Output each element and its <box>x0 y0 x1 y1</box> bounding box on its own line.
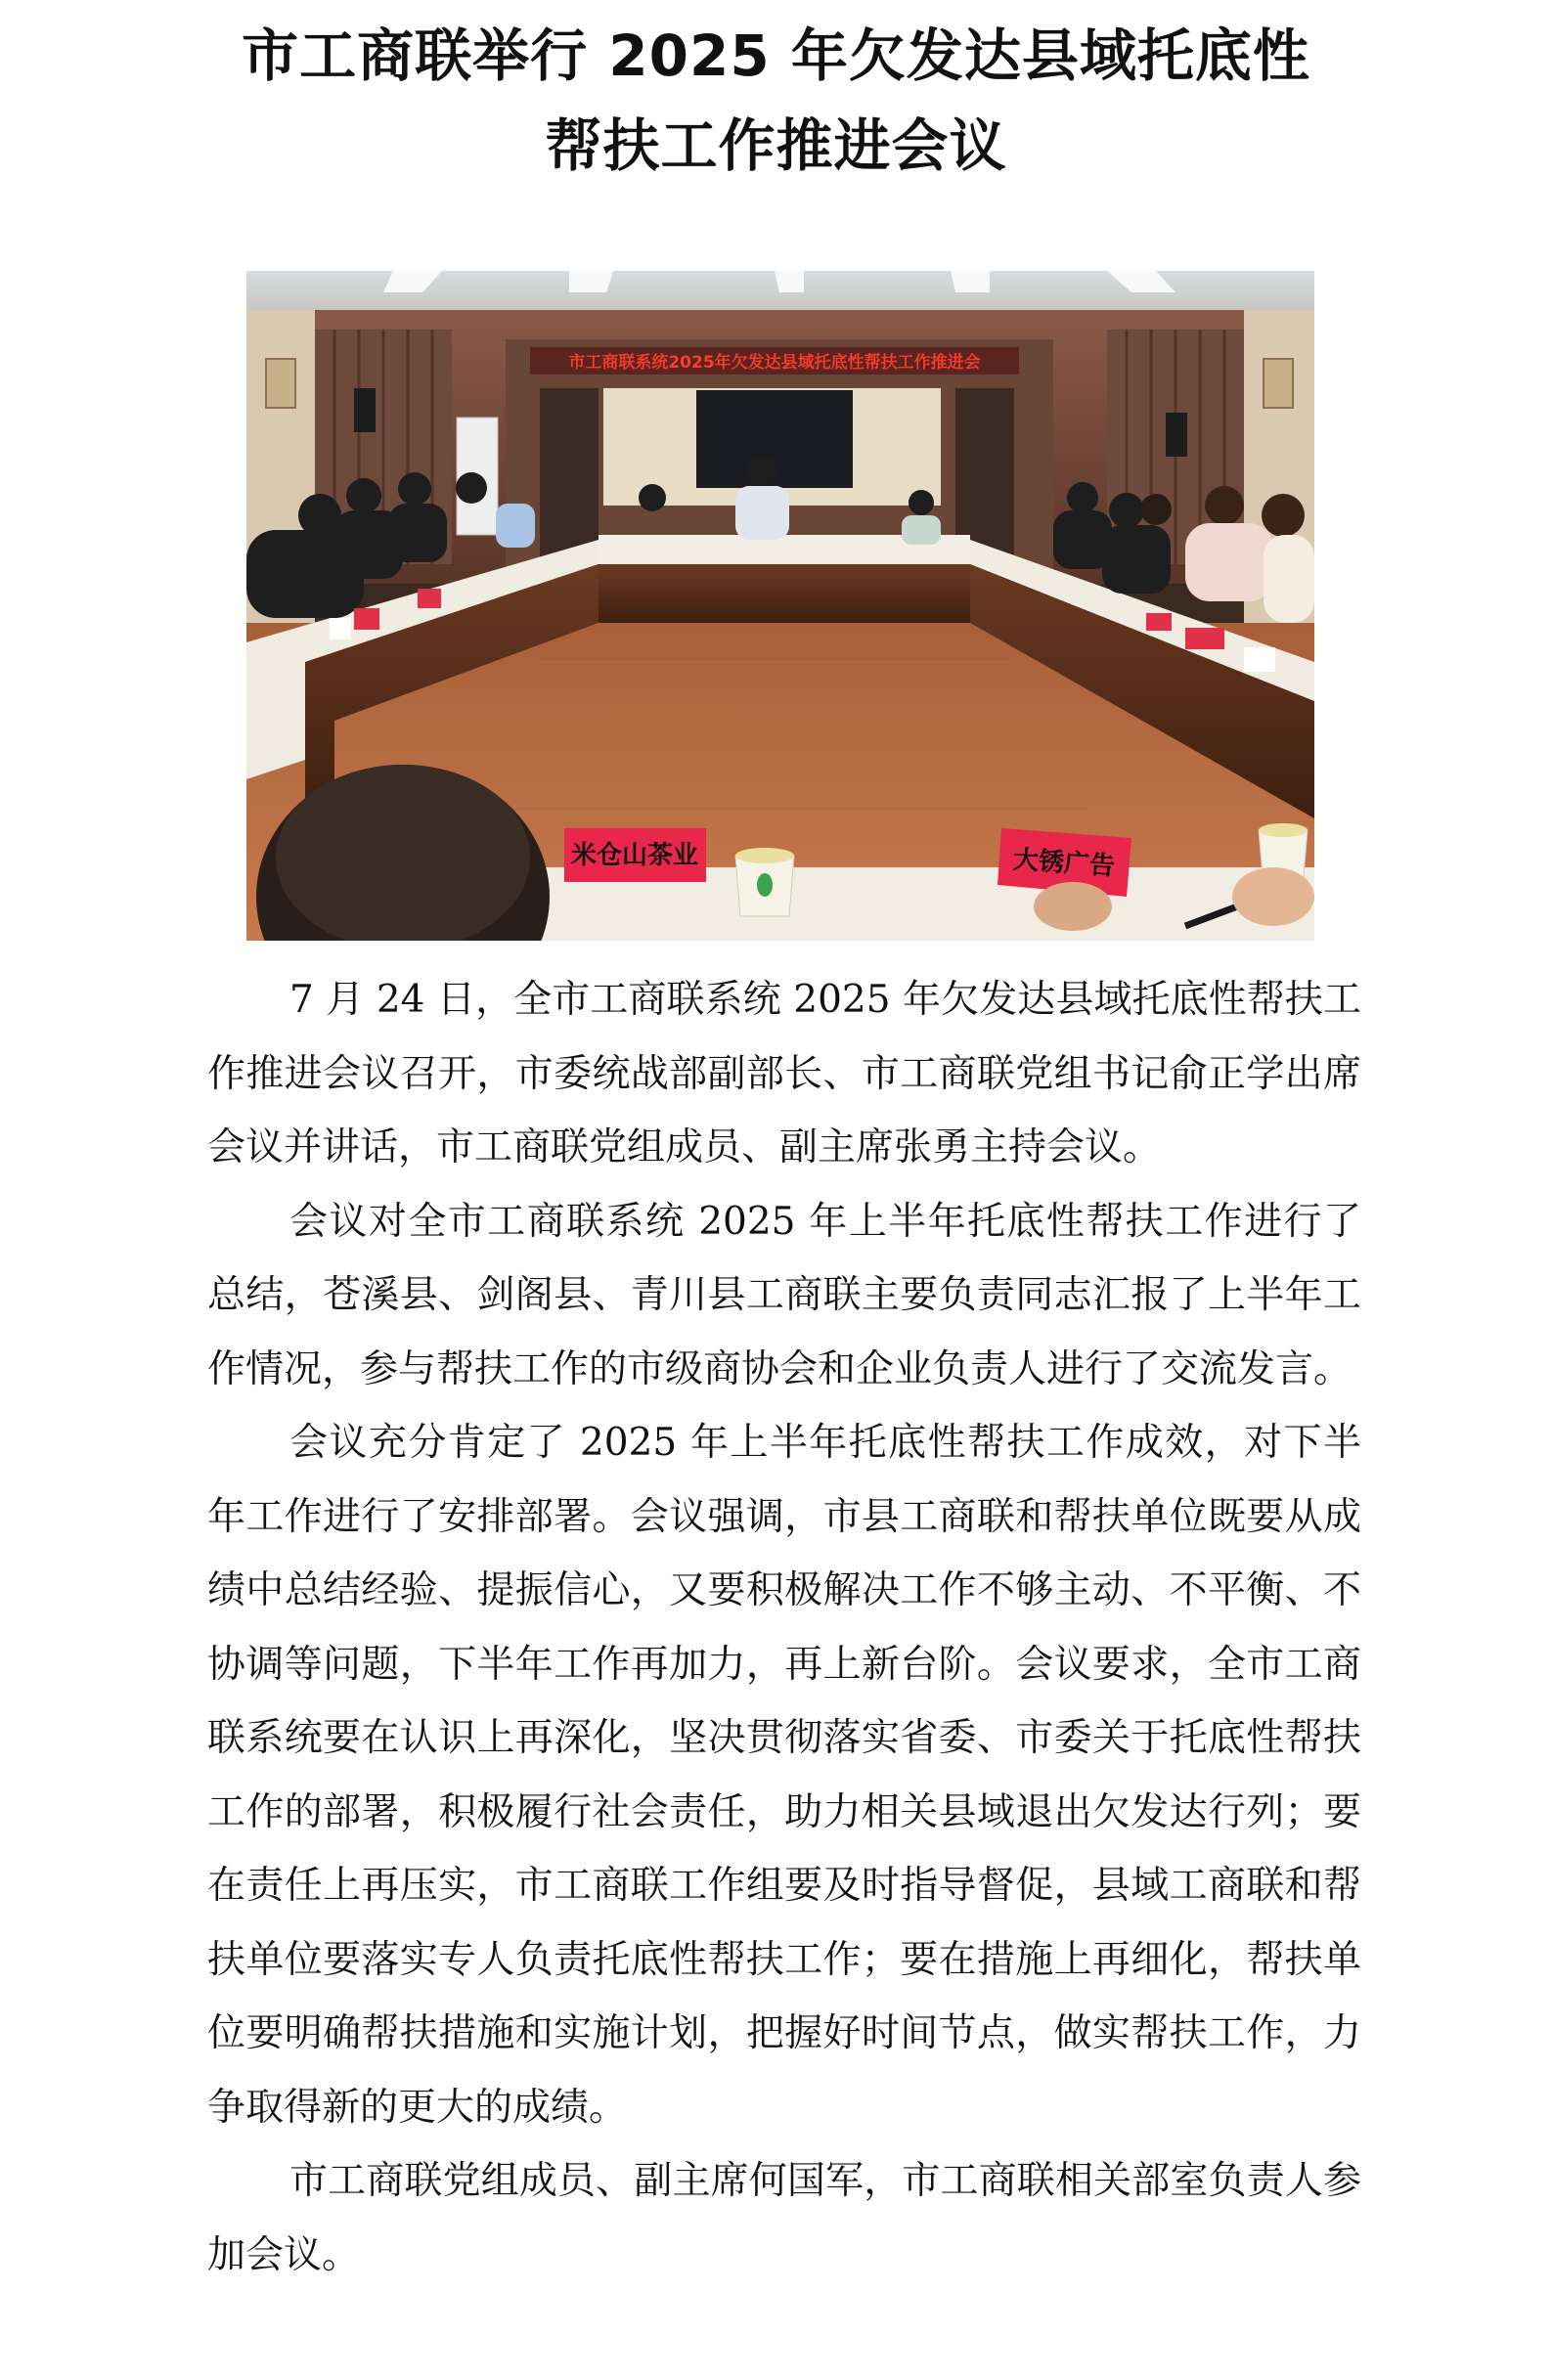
paragraph-4: 市工商联党组成员、副主席何国军，市工商联相关部室负责人参加会议。 <box>207 2159 1361 2277</box>
article-body <box>207 963 1361 2292</box>
paragraph-3: 会议充分肯定了 2025 年上半年托底性帮扶工作成效，对下半年工作进行了安排部署。会议强调，市县工商联和帮扶单位既要从成绩中总结经验、提振信心，又要积极解决工作不够主动、不平衡、不协调等问题，下半年工作再加力，再上新台阶。会议要求，全市工商联系统要在认识上再深化，坚决贯彻落实省委、市委关于托底性帮扶工作的部署，积极履行社会责任，助力相关县域退出欠发达行列；要在责任上再压实，市工商联工作组要及时指导督促，县域工商联和帮扶单位要落实专人负责托底性帮扶工作；要在措施上再细化，帮扶单位要明确帮扶措施和实施计划，把握好时间节点，做实帮扶工作，力争取得新的更大的成绩。 <box>207 1421 1361 2130</box>
nameplate-right: 大锈广告 <box>1012 845 1116 882</box>
paragraph-2: 会议对全市工商联系统 2025 年上半年托底性帮扶工作进行了总结，苍溪县、剑阁县、青川县工商联主要负责同志汇报了上半年工作情况，参与帮扶工作的市级商协会和企业负责人进行了交流发言。 <box>207 1199 1361 1391</box>
nameplate-left: 米仓山茶业 <box>570 841 699 870</box>
banner-text: 市工商联系统2025年欠发达县域托底性帮扶工作推进会 <box>568 353 981 373</box>
meeting-photo <box>246 271 1314 941</box>
article-title-line-2: 帮扶工作推进会议 <box>545 112 1007 179</box>
paragraph-1: 7 月 24 日，全市工商联系统 2025 年欠发达县域托底性帮扶工作推进会议召开，市委统战部副部长、市工商联党组书记俞正学出席会议并讲话，市工商联党组成员、副主席张勇主持会议。 <box>207 978 1361 1169</box>
article-title-line-1: 市工商联举行 2025 年欠发达县域托底性 <box>242 22 1310 89</box>
